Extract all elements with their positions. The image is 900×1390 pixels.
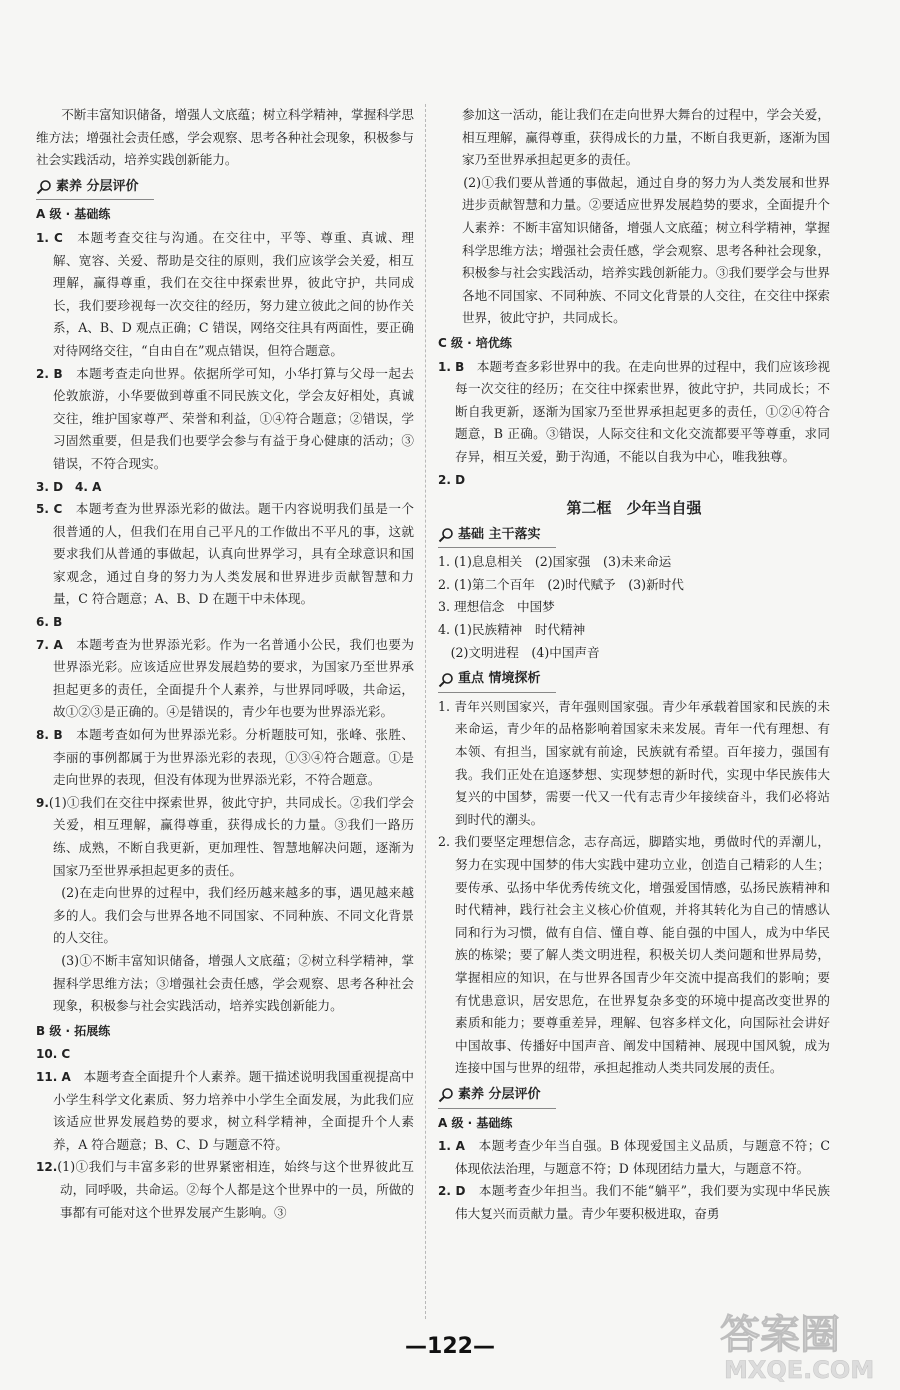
answer-item <box>36 792 414 882</box>
section-heading-label: 素养 分层评价 <box>56 178 139 194</box>
answer-text: 本题考查为世界添光彩。作为一名普通小公民，我们也要为世界添光彩。应该适应世界发展趋势的要求，为国家乃至世界承担起更多的责任，全面提升个人素养，与世界同呼吸，共命运，故①②③是正确的。④是错误的，青少年也要为世界添光彩。 <box>53 636 415 720</box>
answer-text: 本题考查少年担当。我们不能“躺平”，我们要为实现中华民族伟大复兴而贡献力量。青少年要积极进取，奋勇 <box>455 1183 831 1221</box>
grade-a-label: A 级 · 基础练 <box>438 1115 513 1130</box>
answer-item <box>438 1135 830 1180</box>
answer-subpart: (2)①我们要从普通的事做起，通过自身的努力为人类发展和世界进步贡献智慧和力量。②要适应世界发展趋势的要求，全面提升个人素养：不断丰富知识储备，增强人文底蕴；树立科学精神，掌握科学思维方法；增强社会责任感，学会观察、思考各种社会现象，积极参与社会实践活动，培养实践创新能力。③我们要学会与世界各地不同国家、不同种族、不同文化背景的人交往，在交往中探索世界，彼此守护，共同成长。 <box>461 174 830 326</box>
section-heading-label: 基础 主干落实 <box>458 526 541 542</box>
answer-continuation: 参加这一活动，能让我们在走向世界大舞台的过程中，学会关爱，相互理解，赢得尊重，获得成长的力量，不断自我更新，逐渐为国家乃至世界承担起更多的责任。 <box>461 107 830 168</box>
section-heading-evaluation <box>36 176 154 201</box>
answer-item <box>36 634 414 724</box>
answer-item <box>438 1180 830 1225</box>
answer-item: 6. B <box>36 615 63 630</box>
answer-item <box>36 1066 414 1156</box>
answer-text: 本题考查多彩世界中的我。在走向世界的过程中，我们应该珍视每一次交往的经历；在交往中探索世界，彼此守护，共同成长；不断自我更新，逐渐为国家乃至世界承担起更多的责任，①②④符合题意，B 正确。③错误，人际交往和文化交流都要平等尊重，求同存异，相互关爱，勤于沟通，不能以自我为中心，唯我独尊。 <box>455 358 831 464</box>
section-heading-evaluation <box>438 1084 556 1109</box>
answer-item <box>36 498 414 611</box>
right-column <box>438 104 830 1226</box>
answer-text: 本题考查全面提升个人素养。题干描述说明我国重视提高中小学生科学文化素质、努力培养中小学生全面发展，为此我们应该适应世界发展趋势的要求，树立科学精神，全面提升个人素养，A 符合题意；B、C、D 与题意不符。 <box>53 1068 414 1152</box>
answer-item <box>438 356 830 469</box>
answer-item: 3. D 4. A <box>36 479 102 494</box>
answer-item <box>36 1156 414 1224</box>
section-heading-label: 素养 分层评价 <box>458 1086 541 1102</box>
answer-text: 本题考查走向世界。依据所学可知，小华打算与父母一起去伦敦旅游，小华要做到尊重不同民族文化，学会友好相处，真诚交往，维护国家尊严、荣誉和利益，①④符合题意；②错误，学习固然重要，但是我们也要学会参与有益于身心健康的活动；③错误，不符合现实。 <box>53 365 415 471</box>
grade-c-label: C 级 · 培优练 <box>438 335 512 350</box>
answer-text: (1)①我们与丰富多彩的世界紧密相连，始终与这个世界彼此互动，同呼吸，共命运。②每个人都是这个世界中的一员，所做的事都有可能对这个世界发展产生影响。③ <box>57 1159 414 1220</box>
page-number: —122— <box>405 1334 495 1359</box>
answer-text: 本题考查少年当自强。B 体现爱国主义品质，与题意不符；C 体现依法治理，与题意不符；D 体现团结力量大，与题意不符。 <box>455 1138 830 1176</box>
answer-item <box>36 227 414 363</box>
answer-number: 7. A <box>36 637 63 652</box>
answer-number: 2. B <box>36 366 63 381</box>
section-heading-label: 重点 情境探析 <box>458 671 541 687</box>
answer-text: 本题考查交往与沟通。在交往中，平等、尊重、真诚、理解、宽容、关爱、帮助是交往的原则，我们应该学会关爱，相互理解，赢得尊重，我们在交往中探索世界，彼此守护，共同成长，我们要珍视每一次交往的经历，努力建立彼此之间的协作关系，A、B、D 观点正确；C 错误，网络交往具有两面性，要正确对待网络交往，“自由自在”观点错误，但符合题意。 <box>53 229 414 358</box>
answer-item: 10. C <box>36 1047 71 1062</box>
intro-paragraph: 不断丰富知识储备，增强人文底蕴；树立科学精神，掌握科学思维方法；增强社会责任感，学会观察、思考各种社会现象，积极参与社会实践活动，培养实践创新能力。 <box>36 107 414 168</box>
fill-answer: (2)文明进程 (4)中国声音 <box>450 644 600 660</box>
answer-number: 2. D <box>438 1184 466 1199</box>
answer-subpart: (2)在走向世界的过程中，我们经历越来越多的事，遇见越来越多的人。我们会与世界各地不同国家、不同种族、不同文化背景的人交往。 <box>53 885 414 946</box>
answer-text: 本题考查为世界添光彩的做法。题干内容说明我们虽是一个很普通的人，但我们在用自己平凡的工作做出不平凡的事，这就要求我们从普通的事做起，认真向世界学习，具有全球意识和国家观念，通过自身的努力为人类发展和世界进步贡献智慧和力量，C 符合题意；A、B、D 在题干中未体现。 <box>53 501 415 607</box>
section-heading-basic <box>438 524 556 549</box>
answer-number: 8. B <box>36 728 63 743</box>
magnifier-icon <box>36 179 52 195</box>
svg-text:答案圈: 答案圈 <box>720 1312 840 1358</box>
magnifier-icon <box>438 527 454 543</box>
grade-b-label: B 级 · 拓展练 <box>36 1023 111 1038</box>
answer-number: 1. C <box>36 230 63 245</box>
section-heading-key <box>438 668 556 693</box>
answer-number: 1. A <box>438 1139 465 1154</box>
answer-text: 本题考查如何为世界添光彩。分析题肢可知，张峰、张胜、李丽的事例都属于为世界添光彩的表现，①③④符合题意。①是走向世界的表现，但没有体现为世界添光彩，不符合题意。 <box>53 727 415 788</box>
answer-text: (1)①我们在交往中探索世界，彼此守护，共同成长。②我们学会关爱，相互理解，赢得尊重，获得成长的力量。③我们一路历练、成熟，不断自我更新，更加理性、智慧地解决问题，逐渐为国家乃至世界承担起更多的责任。 <box>48 794 414 878</box>
left-column <box>36 104 414 1224</box>
fill-answer: 4. (1)民族精神 时代精神 <box>438 622 586 638</box>
answer-number: 5. C <box>36 502 63 517</box>
fill-answer: 3. 理想信念 中国梦 <box>438 599 555 615</box>
fill-answer: 1. (1)息息相关 (2)国家强 (3)未来命运 <box>438 554 672 570</box>
answer-item: 2. D <box>438 472 466 487</box>
column-divider <box>425 104 426 1319</box>
fill-answer: 2. (1)第二个百年 (2)时代赋予 (3)新时代 <box>438 576 684 592</box>
answer-item <box>36 363 414 476</box>
answer-subpart: (3)①不断丰富知识储备，增强人文底蕴；②树立科学精神，掌握科学思维方法；③增强社会责任感，学会观察、思考各种社会现象，积极参与社会实践活动，培养实践创新能力。 <box>53 952 414 1014</box>
answer-number: 11. A <box>36 1069 71 1084</box>
watermark-logo <box>712 1304 882 1384</box>
magnifier-icon <box>438 672 454 688</box>
answer-number: 1. B <box>438 359 465 374</box>
analysis-item: 1. 青年兴则国家兴，青年强则国家强。青少年承载着国家和民族的未来命运，青少年的品格影响着国家未来发展。青年一代有理想、有本领、有担当，国家就有前途，民族就有希望。百年接力，强国有我。我们正处在追逐梦想、实现梦想的新时代，实现中华民族伟大复兴的中国梦，需要一代又一代有志青少年接续奋斗，我们必将站到时代的潮头。 <box>438 698 830 827</box>
answer-number: 12. <box>36 1160 58 1175</box>
section-title: 第二框 少年当自强 <box>566 499 702 518</box>
answer-item <box>36 724 414 792</box>
answer-number: 9. <box>36 795 49 810</box>
magnifier-icon <box>438 1087 454 1103</box>
svg-text:MXQE.COM: MXQE.COM <box>724 1356 875 1384</box>
grade-a-label: A 级 · 基础练 <box>36 207 111 222</box>
analysis-item: 2. 我们要坚定理想信念，志存高远，脚踏实地，勇做时代的弄潮儿，努力在实现中国梦的伟大实践中建功立业，创造自己精彩的人生；要传承、弘扬中华优秀传统文化，增强爱国情感，弘扬民族精神和时代精神，践行社会主义核心价值观，并将其转化为自己的情感认同和行为习惯，做有自信、懂自尊、能自强的中国人，成为中华民族的栋梁；要了解人类文明进程，积极关切人类问题和世界局势，掌握相应的知识，在与世界各国青少年交流中提高我们的影响；要有忧患意识，居安思危，在世界复杂多变的环境中提高改变世界的素质和能力；要尊重差异，理解、包容多样文化，向国际社会讲好中国故事、传播好中国声音、阐发中国精神、展现中国风貌，成为连接中国与世界的纽带，承担起推动人类共同发展的责任。 <box>438 834 830 1076</box>
